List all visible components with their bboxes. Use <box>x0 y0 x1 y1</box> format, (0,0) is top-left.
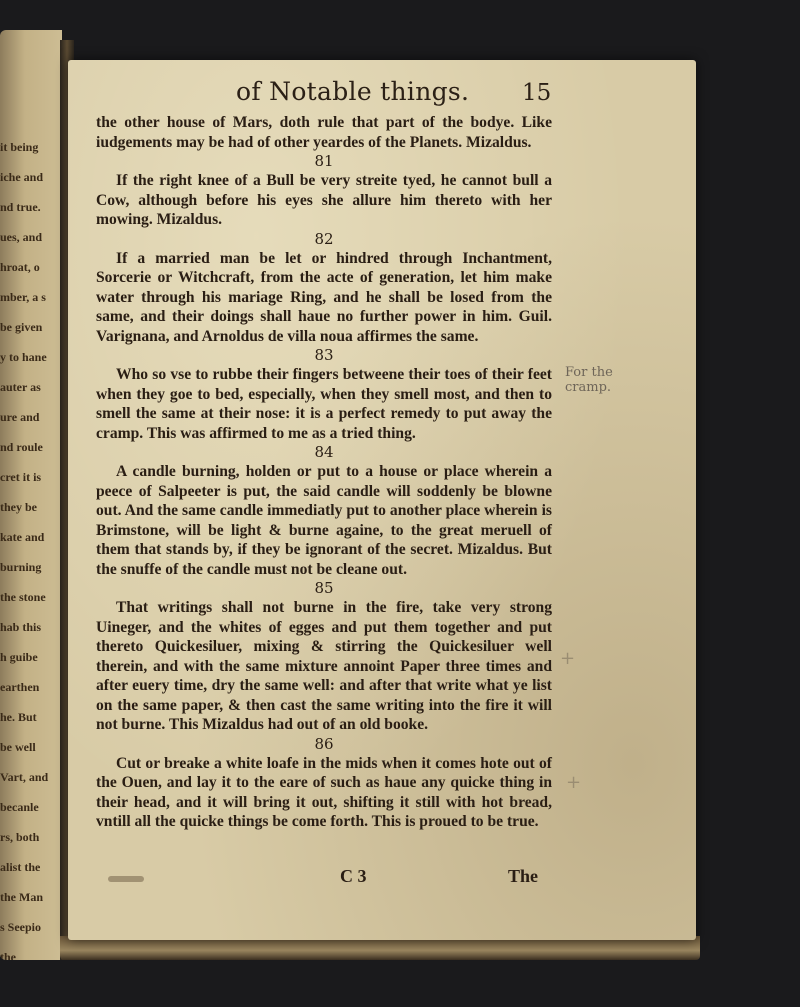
left-page-fragment: the stone <box>0 590 46 604</box>
left-page-fragment: cret it is <box>0 470 42 484</box>
left-page-fragment: s Seepio <box>0 920 42 934</box>
running-head: of Notable things. <box>236 77 470 106</box>
left-page-fragment: it being <box>0 140 39 154</box>
left-page-fragment: the Man <box>0 890 43 904</box>
facing-left-page <box>0 30 62 960</box>
entry-number: 81 <box>314 152 334 170</box>
entry-number: 84 <box>314 443 334 461</box>
left-page-fragment: the <box>0 950 16 960</box>
entry-85: That writings shall not burne in the fire, take very strong Uineger, and the whites of egges and put them together and put thereto Quickesiluer, mixing & stirring the Quickesiluer well therein, and with the same mixture annoint Paper three times and after euery time, dry the same well: and after that write what ye list on the same paper, & then cast the same writing into the fire it will not burne. This Mizaldus had out of an old booke. <box>96 599 552 733</box>
entry-number: 82 <box>314 229 334 248</box>
left-page-fragment: ure and <box>0 410 40 424</box>
entry-84: A candle burning, holden or put to a house or place wherein a peece of Salpeeter is put, the said candle will soddenly be blowne out. And the same candle immediatly put to another place wherein is Brimstone, will be light & burne againe, to the great meruell of them that stands by, if they be ignorant of the secret. Mizaldus. But the snuffe of the candle must not be cleane out. <box>96 463 552 578</box>
margin-note-line: cramp. <box>565 380 612 395</box>
signature-mark: C 3 <box>340 866 367 886</box>
catchword: The <box>508 866 539 886</box>
left-page-fragment: alist the <box>0 860 41 874</box>
entry-number: 85 <box>314 579 334 597</box>
left-page-fragment: hroat, o <box>0 260 40 274</box>
left-page-fragment: nd true. <box>0 200 41 214</box>
page-body <box>96 113 552 832</box>
left-page-fragment: ues, and <box>0 230 43 244</box>
entry-number: 83 <box>314 346 334 364</box>
left-page-fragment: rs, both <box>0 830 40 844</box>
left-page-fragment: burning <box>0 560 42 574</box>
left-page-fragment: mber, a s <box>0 290 46 304</box>
left-page-fragment: kate and <box>0 530 45 544</box>
cross-mark-icon: + <box>560 648 576 669</box>
left-page-fragment: y to hane <box>0 350 47 364</box>
entry-intro: the other house of Mars, doth rule that part of the bodye. Like iudgements may be had of other yeardes of the Planets. Mizaldus. <box>96 114 552 151</box>
left-page-fragment: Vart, and <box>0 770 49 784</box>
left-page-fragment: nd roule <box>0 440 43 454</box>
entry-82: If a married man be let or hindred through Inchantment, Sorcerie or Witchcraft, from the acte of generation, let him make water through his mariage Ring, and he shall be losed from the same, and their doings shall haue no further power in him. Guil. Varignana, and Arnoldus de villa noua affirmes the same. <box>96 249 552 345</box>
left-page-fragment: they be <box>0 500 37 514</box>
left-page-fragment: be given <box>0 320 43 334</box>
left-page-fragment: auter as <box>0 380 41 394</box>
ink-smudge <box>108 876 144 882</box>
page-number: 15 <box>522 80 552 106</box>
entry-86: Cut or breake a white loafe in the mids when it comes hote out of the Ouen, and lay it to the eare of such as haue any quicke thing in their head, and it will bring it out, shifting it still with hot bread, vntill all the quicke things be come forth. This is proued to be true. <box>96 754 552 830</box>
entry-81: If the right knee of a Bull be very streite tyed, he cannot bull a Cow, although before his eyes she allure him thereto with her mowing. Mizaldus. <box>96 172 552 228</box>
left-page-fragment: hab this <box>0 620 42 634</box>
left-page-fragment: becanle <box>0 800 39 814</box>
left-page-fragment: iche and <box>0 170 44 184</box>
entry-number: 86 <box>314 734 334 753</box>
margin-note-line: For the <box>565 365 613 380</box>
left-page-fragment: he. But <box>0 710 37 724</box>
margin-note <box>565 365 637 395</box>
left-page-fragment: h guibe <box>0 650 38 664</box>
cross-mark-icon: + <box>566 772 582 793</box>
left-page-fragment: be well <box>0 740 36 754</box>
entry-83: Who so vse to rubbe their fingers betweene their toes of their feet when they goe to bed, especially, when they smell most, and then to smell the same at their nose: it is a perfect remedy to put away the cramp. This was affirmed to me as a tried thing. <box>96 366 552 442</box>
left-page-fragment: earthen <box>0 680 40 694</box>
